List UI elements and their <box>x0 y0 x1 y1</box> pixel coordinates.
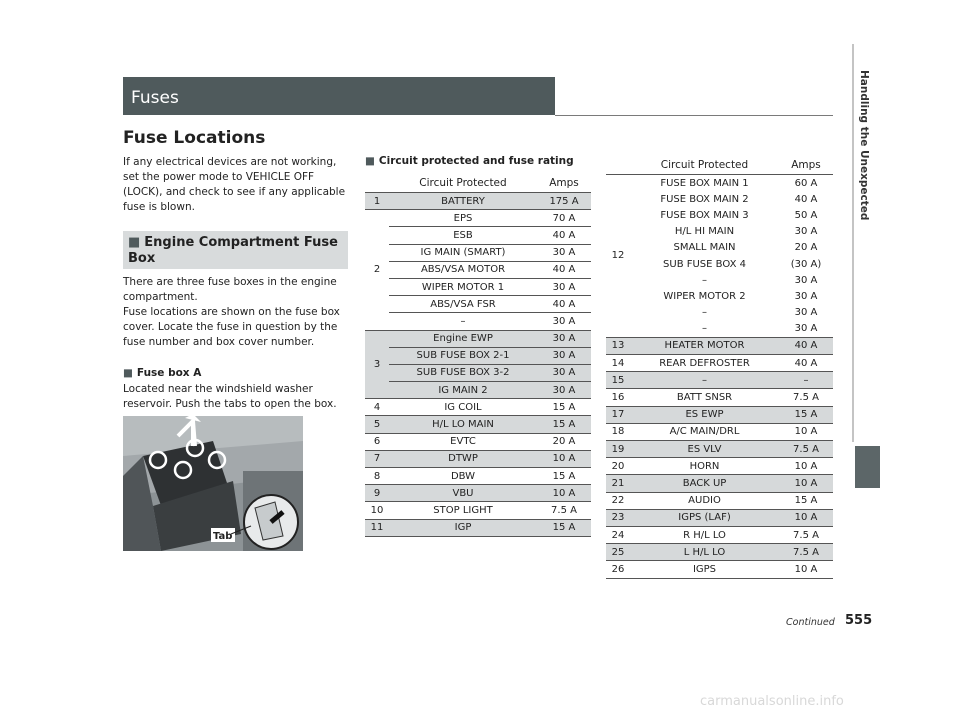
circuit-protected-cell: SMALL MAIN <box>673 242 736 254</box>
amps-cell: 60 A <box>794 177 818 189</box>
table-row <box>365 296 591 313</box>
engine-compartment-photo <box>123 416 303 551</box>
table-row <box>606 355 833 372</box>
circuit-protected-cell: VBU <box>389 485 537 502</box>
header-circuit-protected: Circuit Protected <box>389 174 537 193</box>
circuit-protected-cell: – <box>702 274 707 286</box>
table-row <box>606 337 833 354</box>
fuse-number: 3 <box>365 330 389 399</box>
table-row <box>606 240 833 256</box>
paragraph-fuse-count: There are three fuse boxes in the engine compartment. <box>123 276 337 303</box>
square-bullet-icon: ■ <box>365 155 375 167</box>
table-row <box>606 406 833 423</box>
amps-cell: 15 A <box>537 416 591 433</box>
table-row <box>606 475 833 492</box>
circuit-protected-cell: FUSE BOX MAIN 3 <box>660 209 749 221</box>
table-row <box>606 224 833 240</box>
amps-cell: 7.5 A <box>779 441 833 458</box>
fuse-number: 16 <box>606 389 630 406</box>
table-row <box>365 433 591 450</box>
circuit-protected-cell: WIPER MOTOR 2 <box>663 290 746 302</box>
table-row <box>606 423 833 440</box>
fuse-number: 25 <box>606 544 630 561</box>
table-row <box>365 382 591 399</box>
side-tab-marker <box>855 446 880 488</box>
circuit-protected-cell: R H/L LO <box>630 526 779 543</box>
fuse-number: 15 <box>606 372 630 389</box>
amps-cell: 30 A <box>794 226 818 238</box>
circuit-protected-cell: IGPS <box>630 561 779 578</box>
amps-cell: 40 A <box>537 261 591 278</box>
table-row <box>365 399 591 416</box>
circuit-protected-cell: IG COIL <box>389 399 537 416</box>
square-bullet-icon: ■ <box>123 367 133 379</box>
fuse-number: 7 <box>365 450 389 467</box>
circuit-protected-cell: EVTC <box>389 433 537 450</box>
table-row <box>606 561 833 578</box>
amps-cell: 30 A <box>537 364 591 381</box>
circuit-protected-cell: – <box>702 307 707 319</box>
fuse-number: 22 <box>606 492 630 509</box>
circuit-protected-cell: IGP <box>389 519 537 536</box>
amps-cell: 175 A <box>537 193 591 210</box>
table-row <box>606 458 833 475</box>
table-row <box>365 193 591 210</box>
table-row <box>606 492 833 509</box>
fuse-number: 14 <box>606 355 630 372</box>
table-row <box>365 313 591 330</box>
circuit-protected-cell: – <box>630 372 779 389</box>
table-row <box>365 278 591 295</box>
header-title: Fuses <box>131 88 179 108</box>
section-heading <box>128 235 346 267</box>
tab-label: Tab <box>213 531 233 542</box>
table-row <box>365 450 591 467</box>
fuse-box-a-heading-text: Fuse box A <box>136 367 202 379</box>
fuse-box-a-heading <box>123 367 201 379</box>
amps-cell: 40 A <box>794 193 818 205</box>
amps-cell: 10 A <box>537 450 591 467</box>
table-row <box>606 191 833 207</box>
circuit-protected-cell: REAR DEFROSTER <box>630 355 779 372</box>
amps-cell: (30 A) <box>790 258 822 270</box>
amps-cell: 7.5 A <box>779 526 833 543</box>
amps-cell: 70 A <box>537 210 591 227</box>
circuit-protected-cell: ABS/VSA MOTOR <box>389 261 537 278</box>
table-row <box>606 305 833 321</box>
table-row <box>606 321 833 338</box>
amps-cell: 10 A <box>779 509 833 526</box>
amps-cell: 20 A <box>537 433 591 450</box>
amps-cell: 30 A <box>537 313 591 330</box>
fuse-number: 23 <box>606 509 630 526</box>
amps-cell: 10 A <box>779 561 833 578</box>
fuse-number: 10 <box>365 502 389 519</box>
header-number-cell <box>365 174 389 193</box>
circuit-protected-cell: WIPER MOTOR 1 <box>389 278 537 295</box>
circuit-protected-cell: ES EWP <box>630 406 779 423</box>
table-row <box>365 227 591 244</box>
table-row <box>365 502 591 519</box>
fuse-rating-table-2 <box>606 156 833 579</box>
amps-cell: 30 A <box>794 307 818 319</box>
fuse-number: 19 <box>606 441 630 458</box>
fuse-number: 8 <box>365 468 389 485</box>
table-row <box>606 441 833 458</box>
table-row <box>365 244 591 261</box>
fuse-number: 21 <box>606 475 630 492</box>
table-row <box>365 347 591 364</box>
fuse-number: 2 <box>365 210 389 330</box>
circuit-protected-cell: FUSE BOX MAIN 1 <box>660 177 749 189</box>
circuit-protected-cell: – <box>630 321 779 338</box>
table-row <box>365 364 591 381</box>
continued-label: Continued <box>786 617 835 628</box>
table-row <box>606 256 833 272</box>
circuit-protected-cell: IG MAIN 2 <box>389 382 537 399</box>
circuit-protected-cell: DBW <box>389 468 537 485</box>
circuit-protected-cell: EPS <box>389 210 537 227</box>
circuit-protected-cell: AUDIO <box>630 492 779 509</box>
fuse-number: 18 <box>606 423 630 440</box>
table-header-row <box>365 174 591 193</box>
page-title: Fuse Locations <box>123 128 266 148</box>
amps-cell: 20 A <box>794 242 818 254</box>
fuse-number: 24 <box>606 526 630 543</box>
amps-cell: 30 A <box>537 382 591 399</box>
circuit-protected-cell: HEATER MOTOR <box>630 337 779 354</box>
circuit-protected-cell: DTWP <box>389 450 537 467</box>
amps-cell: 15 A <box>779 406 833 423</box>
table-row <box>365 416 591 433</box>
header-amps: Amps <box>779 156 833 175</box>
table-row <box>365 468 591 485</box>
circuit-protected-cell: Engine EWP <box>389 330 537 347</box>
fuse-number: 5 <box>365 416 389 433</box>
circuit-protected-cell: SUB FUSE BOX 3-2 <box>389 364 537 381</box>
circuit-protected-cell: SUB FUSE BOX 2-1 <box>389 347 537 364</box>
intro-paragraph: If any electrical devices are not working, set the power mode to VEHICLE OFF (LOCK), and check to see if any applicable fuse is blown. <box>123 156 346 213</box>
header-bar <box>123 77 555 115</box>
amps-cell: 15 A <box>537 519 591 536</box>
fuse-number: 9 <box>365 485 389 502</box>
side-tab-label: Handling the Unexpected <box>858 70 870 221</box>
fuse-number: 17 <box>606 406 630 423</box>
section-label: Engine Compartment Fuse Box <box>128 235 338 266</box>
fuse-box-description <box>123 275 353 350</box>
fuse-box-a-text: Located near the windshield washer reservoir. Push the tabs to open the box. <box>123 383 337 410</box>
circuit-protected-cell: H/L LO MAIN <box>389 416 537 433</box>
amps-cell: 15 A <box>779 492 833 509</box>
table-header-row <box>606 156 833 175</box>
circuit-protected-cell: H/L HI MAIN <box>674 226 735 238</box>
table-row <box>606 389 833 406</box>
fuse-number: 20 <box>606 458 630 475</box>
amps-cell: 30 A <box>537 330 591 347</box>
table-row <box>606 288 833 304</box>
circuit-protected-cell: IG MAIN (SMART) <box>389 244 537 261</box>
amps-cell: 40 A <box>779 337 833 354</box>
circuit-protected-cell: ABS/VSA FSR <box>389 296 537 313</box>
amps-cell: 40 A <box>779 355 833 372</box>
amps-cell: 10 A <box>779 423 833 440</box>
circuit-protected-cell: SUB FUSE BOX 4 <box>663 258 746 270</box>
table-row <box>606 207 833 223</box>
amps-cell: 40 A <box>537 296 591 313</box>
amps-cell: 30 A <box>779 321 833 338</box>
amps-cell: 10 A <box>537 485 591 502</box>
fuse-number: 12 <box>606 175 630 338</box>
table-row <box>606 526 833 543</box>
fuse-number: 6 <box>365 433 389 450</box>
circuit-protected-cell: HORN <box>630 458 779 475</box>
amps-cell: 15 A <box>537 468 591 485</box>
table-row <box>365 330 591 347</box>
fuse-number: 1 <box>365 193 389 210</box>
table-row <box>606 509 833 526</box>
page-number: 555 <box>845 613 873 628</box>
table-row <box>606 272 833 288</box>
watermark: carmanualsonline.info <box>700 694 844 709</box>
amps-cell: 15 A <box>537 399 591 416</box>
header-circuit-protected: Circuit Protected <box>630 156 779 175</box>
header-amps: Amps <box>537 174 591 193</box>
amps-cell: 7.5 A <box>779 389 833 406</box>
paragraph-fuse-location: Fuse locations are shown on the fuse box cover. Locate the fuse in question by the fuse number and box cover number. <box>123 306 340 348</box>
fuse-number: 13 <box>606 337 630 354</box>
header-number-cell <box>606 156 630 175</box>
amps-cell: 10 A <box>779 475 833 492</box>
circuit-protected-cell: ESB <box>389 227 537 244</box>
circuit-protected-cell: A/C MAIN/DRL <box>630 423 779 440</box>
circuit-protected-cell: STOP LIGHT <box>389 502 537 519</box>
circuit-protected-cell: – <box>389 313 537 330</box>
table-row <box>365 485 591 502</box>
table-row <box>365 519 591 536</box>
circuit-protected-cell: BACK UP <box>630 475 779 492</box>
amps-cell: 10 A <box>779 458 833 475</box>
amps-cell: 30 A <box>537 244 591 261</box>
circuit-protected-cell: BATT SNSR <box>630 389 779 406</box>
square-bullet-icon: ■ <box>128 235 141 250</box>
amps-cell: 30 A <box>794 274 818 286</box>
table-row <box>606 372 833 389</box>
circuit-protected-cell: FUSE BOX MAIN 2 <box>660 193 749 205</box>
circuit-protected-cell: ES VLV <box>630 441 779 458</box>
table-row <box>606 175 833 192</box>
amps-cell: 7.5 A <box>779 544 833 561</box>
circuit-protected-cell: L H/L LO <box>630 544 779 561</box>
fuse-number: 11 <box>365 519 389 536</box>
table-heading <box>365 155 574 167</box>
table-row <box>365 261 591 278</box>
circuit-protected-cell: IGPS (LAF) <box>630 509 779 526</box>
fuse-number: 4 <box>365 399 389 416</box>
amps-cell: 30 A <box>794 290 818 302</box>
header-rule <box>555 115 833 116</box>
table-row <box>606 544 833 561</box>
amps-cell: 30 A <box>537 278 591 295</box>
table-heading-text: Circuit protected and fuse rating <box>378 155 574 167</box>
amps-cell: – <box>779 372 833 389</box>
amps-cell: 30 A <box>537 347 591 364</box>
fuse-number: 26 <box>606 561 630 578</box>
circuit-protected-cell: BATTERY <box>389 193 537 210</box>
amps-cell: 40 A <box>537 227 591 244</box>
amps-cell: 7.5 A <box>537 502 591 519</box>
amps-cell: 50 A <box>794 209 818 221</box>
table-row <box>365 210 591 227</box>
fuse-rating-table-1 <box>365 174 591 537</box>
